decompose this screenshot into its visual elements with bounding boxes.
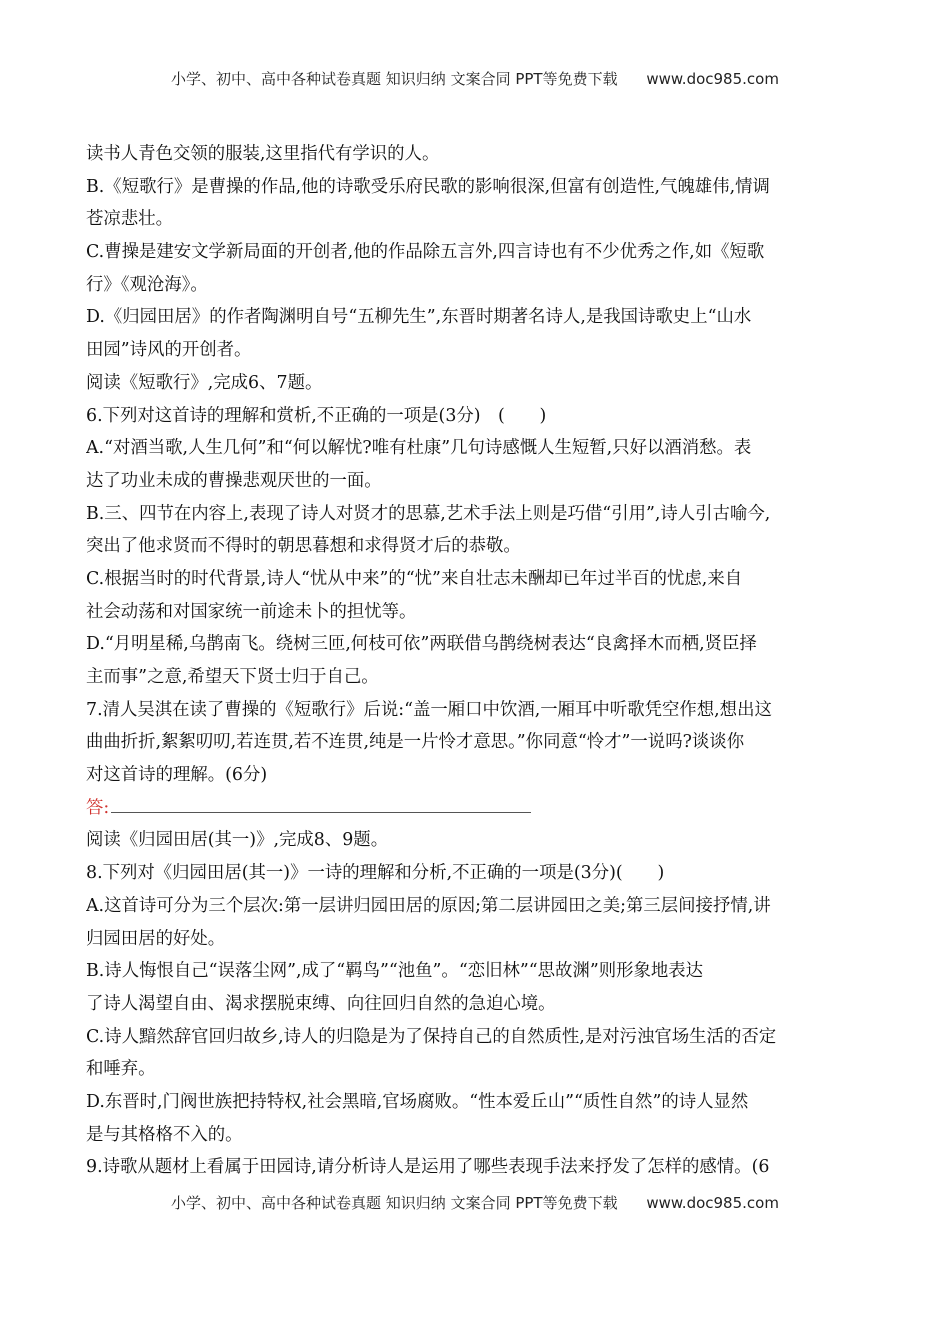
text-line: 读书人青色交领的服装,这里指代有学识的人。 — [86, 144, 440, 164]
header-text: 小学、初中、高中各种试卷真题 知识归纳 文案合同 PPT等免费下载 — [171, 70, 618, 88]
answer-label: 答: — [86, 797, 110, 818]
text-line: 归园田居的好处。 — [86, 928, 226, 949]
text-line: C.曹操是建安文学新局面的开创者,他的作品除五言外,四言诗也有不少优秀之作,如《短歌 — [86, 242, 765, 263]
question-8: 8.下列对《归园田居(其一)》一诗的理解和分析,不正确的一项是(3分)( ) — [86, 863, 665, 884]
text-line: 突出了他求贤而不得时的朝思暮想和求得贤才后的恭敬。 — [86, 536, 521, 557]
text-line: 主而事”之意,希望天下贤士归于自己。 — [86, 667, 379, 687]
text-line: 阅读《短歌行》,完成6、7题。 — [86, 372, 323, 393]
text-line: B.三、四节在内容上,表现了诗人对贤才的思慕,艺术手法上则是巧借“引用”,诗人引古喻今, — [86, 503, 771, 524]
text-line: A.“对酒当歌,人生几何”和“何以解忧?唯有杜康”几句诗感慨人生短暂,只好以酒消愁。表 — [86, 438, 752, 459]
text-line: 是与其格格不入的。 — [86, 1124, 243, 1145]
document-body — [86, 138, 866, 1184]
text-line: 达了功业未成的曹操悲观厌世的一面。 — [86, 470, 382, 491]
text-line: A.这首诗可分为三个层次:第一层讲归园田居的原因;第二层讲园田之美;第三层间接抒情,讲 — [86, 895, 771, 916]
text-line: 行》《观沧海》。 — [86, 274, 208, 295]
text-line: B.《短歌行》是曹操的作品,他的诗歌受乐府民歌的影响很深,但富有创造性,气魄雄伟,情调 — [86, 176, 770, 197]
text-line: D.“月明星稀,乌鹊南飞。绕树三匝,何枝可依”两联借乌鹊绕树表达“良禽择木而栖,贤臣择 — [86, 634, 757, 655]
question-7: 7.清人吴淇在读了曹操的《短歌行》后说:“盖一厢口中饮酒,一厢耳中听歌凭空作想,想出这 — [86, 699, 772, 720]
text-line: 和唾弃。 — [86, 1059, 156, 1080]
text-line: 社会动荡和对国家统一前途未卜的担忧等。 — [86, 601, 417, 622]
answer-blank[interactable] — [111, 792, 531, 813]
page-header — [0, 68, 950, 89]
answer-line — [86, 792, 866, 825]
text-line: D.《归园田居》的作者陶渊明自号“五柳先生”,东晋时期著名诗人,是我国诗歌史上“山水 — [86, 307, 752, 328]
footer-text: 小学、初中、高中各种试卷真题 知识归纳 文案合同 PPT等免费下载 — [171, 1194, 618, 1212]
question-6: 6.下列对这首诗的理解和赏析,不正确的一项是(3分) ( ) — [86, 405, 547, 426]
text-line: C.诗人黯然辞官回归故乡,诗人的归隐是为了保持自己的自然质性,是对污浊官场生活的否定 — [86, 1026, 777, 1047]
text-line: C.根据当时的时代背景,诗人“忧从中来”的“忧”来自壮志未酬却已年过半百的忧虑,来自 — [86, 568, 743, 589]
text-line: 田园”诗风的开创者。 — [86, 340, 252, 361]
text-line: 对这首诗的理解。(6分) — [86, 765, 268, 786]
page-footer — [0, 1192, 950, 1213]
question-9: 9.诗歌从题材上看属于田园诗,请分析诗人是运用了哪些表现手法来抒发了怎样的感情。(6 — [86, 1157, 770, 1178]
header-url[interactable]: www.doc985.com — [646, 70, 779, 88]
text-line: D.东晋时,门阀世族把持特权,社会黑暗,官场腐败。“性本爱丘山”“质性自然”的诗人显然 — [86, 1091, 749, 1112]
text-line: 阅读《归园田居(其一)》,完成8、9题。 — [86, 830, 389, 851]
text-line: 曲曲折折,絮絮叨叨,若连贯,若不连贯,纯是一片怜才意思。”你同意“怜才”一说吗?谈谈你 — [86, 732, 745, 753]
text-line: B.诗人悔恨自己“误落尘网”,成了“羁鸟”“池鱼”。“恋旧林”“思故渊”则形象地表达 — [86, 961, 704, 982]
text-line: 苍凉悲壮。 — [86, 209, 173, 230]
text-line: 了诗人渴望自由、渴求摆脱束缚、向往回归自然的急迫心境。 — [86, 993, 556, 1014]
footer-url[interactable]: www.doc985.com — [646, 1194, 779, 1212]
